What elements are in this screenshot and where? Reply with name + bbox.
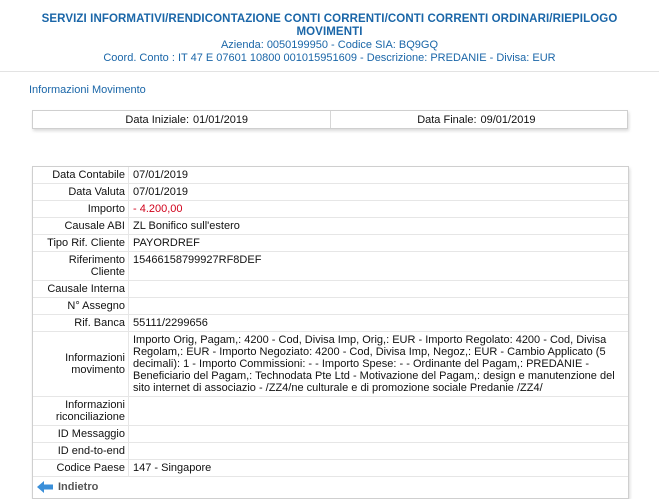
details-table (32, 166, 629, 499)
detail-label: Rif. Banca (33, 315, 129, 331)
detail-value: 15466158799927RF8DEF (133, 254, 262, 266)
detail-value: 147 - Singapore (133, 462, 212, 474)
detail-row (33, 397, 628, 426)
start-date-value: 01/01/2019 (193, 113, 249, 126)
detail-value: - 4.200,00 (133, 203, 183, 215)
detail-row (33, 201, 628, 218)
header-divider (0, 71, 659, 72)
account-info: Coord. Conto : IT 47 E 07601 10800 001015951609 - Descrizione: PREDANIE - Divisa: EUR (103, 52, 556, 64)
detail-row (33, 426, 628, 443)
detail-row (33, 281, 628, 298)
detail-label: Riferimento Cliente (33, 252, 129, 280)
detail-value (129, 397, 628, 425)
detail-label: Tipo Rif. Cliente (33, 235, 129, 251)
detail-label: ID end-to-end (33, 443, 129, 459)
detail-row (33, 443, 628, 460)
detail-row (33, 184, 628, 201)
detail-value: Importo Orig, Pagam,: 4200 - Cod, Divisa Imp, Orig,: EUR - Importo Regolato: 4200 - Cod, Divisa Regolam,: EUR - Importo Negoziato: 4200 - Cod, Divisa Imp, Negoz,: EUR - Cambio Applicato (5 decimali): 1 - Importo Commissioni: - - Importo Spese: - - Ordinante del Pagam,: PREDANIE - Beneficiario del Pagam,: Technodata Pte Ltd - Motivazione del Pagam,: design e manutenzione del sito internet di associazio - /ZZ4/ne culturale e di promozione sociale Predanie /ZZ4/ (133, 334, 615, 394)
detail-label: Codice Paese (33, 460, 129, 476)
date-range-bar (32, 110, 628, 129)
page-header (0, 0, 659, 72)
end-date-label: Data Finale: (417, 113, 477, 126)
detail-value: 07/01/2019 (133, 169, 189, 181)
detail-value: 55111/2299656 (133, 317, 208, 329)
detail-label: Informazioni riconciliazione (33, 397, 129, 425)
back-label: Indietro (58, 481, 99, 493)
start-date-label: Data Iniziale: (125, 113, 189, 126)
end-date-cell (330, 111, 628, 128)
detail-label: Data Contabile (33, 167, 129, 183)
detail-value (129, 426, 628, 442)
start-date-cell (33, 111, 330, 128)
detail-row (33, 235, 628, 252)
detail-label: Informazioni movimento (33, 332, 129, 396)
detail-value: 07/01/2019 (133, 186, 189, 198)
detail-row (33, 332, 628, 397)
arrow-left-icon (36, 480, 54, 494)
detail-label: Importo (33, 201, 129, 217)
detail-label: Causale ABI (33, 218, 129, 234)
back-button[interactable] (33, 477, 628, 498)
detail-label: Data Valuta (33, 184, 129, 200)
detail-row (33, 460, 628, 477)
page-title: SERVIZI INFORMATIVI/RENDICONTAZIONE CONTI CORRENTI/CONTI CORRENTI ORDINARI/RIEPILOGO MOVIMENTI (41, 13, 618, 38)
detail-label: Causale Interna (33, 281, 129, 297)
detail-label: ID Messaggio (33, 426, 129, 442)
detail-row (33, 315, 628, 332)
detail-row (33, 167, 628, 184)
detail-value: PAYORDREF (133, 237, 200, 249)
detail-row (33, 298, 628, 315)
detail-row (33, 252, 628, 281)
detail-value (129, 443, 628, 459)
end-date-value: 09/01/2019 (480, 113, 536, 126)
detail-label: N° Assegno (33, 298, 129, 314)
info-movimento-link[interactable]: Informazioni Movimento (29, 84, 146, 96)
detail-value (129, 298, 628, 314)
detail-row (33, 218, 628, 235)
azienda-info: Azienda: 0050199950 - Codice SIA: BQ9GQ (220, 39, 439, 51)
detail-value (129, 281, 628, 297)
detail-value: ZL Bonifico sull'estero (133, 220, 240, 232)
